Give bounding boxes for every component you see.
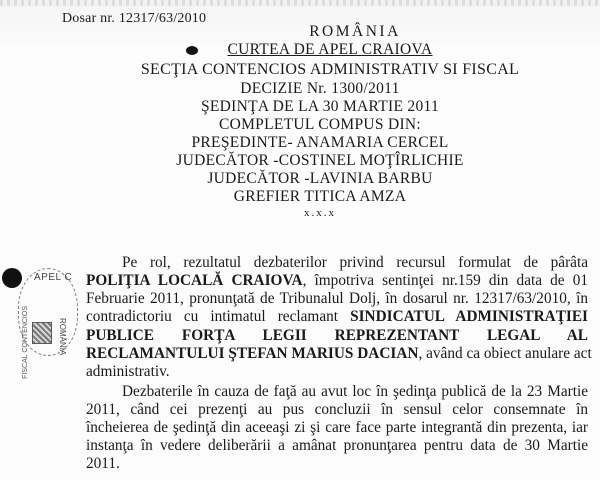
president-line: PREŞEDINTE- ANAMARIA CERCEL [191,134,449,151]
paragraph-1-line-2: POLIŢIA LOCALĂ CRAIOVA, împotriva sentinţei nr.159 din data de 01 [86,272,589,289]
stamp-text-side: FISCAL CONTENCIOS [22,306,29,379]
panel-heading: COMPLETUL COMPUS DIN: [218,116,422,133]
paragraph-2-line-4: instanţa în vedere deliberării a amânat pronunţarea pentru data de 30 Martie [86,437,588,454]
respondent-name: POLIŢIA LOCALĂ CRAIOVA [86,272,303,289]
paragraph-1-line-4: contradictoriu cu intimatul reclamant SINDICATUL ADMINISTRAŢIEI [86,308,589,325]
paragraph-1-line-1: Pe rol, rezultatul dezbaterilor privind recursul formulat de pârâta [122,254,588,271]
paragraph-2-line-2: 2011, când cei prezenţi au pus concluzii în sensul celor consemnate în [86,401,588,418]
session-date: ŞEDINŢA DE LA 30 MARTIE 2011 [200,98,440,115]
clerk-line: GREFIER TITICA AMZA [233,188,407,205]
paragraph-1-line-5: PUBLICE FORŢA LEGII REPREZENTANT LEGAL AL [86,327,588,344]
decision-number: DECIZIE Nr. 1300/2011 [240,80,400,97]
paragraph-2-line-3: încheierea de şedinţă din aceeaşi zi şi care face parte integrantă din prezenta, iar [86,419,588,436]
paragraph-1-line-3: Februarie 2011, pronunţată de Tribunalul Dolj, în dosarul nr. 12317/63/2010, în [86,290,588,307]
court-heading: CURTEA DE APEL CRAIOVA [227,41,433,58]
punch-hole-mark [2,268,22,288]
stamp-text-top: APEL C [34,272,73,283]
claimant-name-2: RECLAMANTULUI ŞTEFAN MARIUS DACIAN [86,345,419,362]
paragraph-1-line-6: RECLAMANTULUI ŞTEFAN MARIUS DACIAN, având ca obiect anulare act [86,345,592,362]
coat-of-arms-icon [32,322,52,344]
section-heading: SECŢIA CONTENCIOS ADMINISTRATIV SI FISCAL [140,61,520,78]
paragraph-1-line-7: administrativ. [86,363,170,380]
scan-edge-artifact [0,0,600,6]
stamp-text-country: ROMÂNIA [58,318,67,356]
judge-line-2: JUDECĂTOR -LAVINIA BARBU [207,170,433,187]
paragraph-2-line-1: Dezbaterile în cauza de faţă au avut loc în şedinţa publică de la 23 Martie [122,383,588,400]
country-heading: ROMÂNIA [309,23,401,40]
separator-mark: x.x.x [304,207,336,219]
file-number: Dosar nr. 12317/63/2010 [62,11,207,26]
paragraph-2-line-5: 2011. [86,455,120,472]
judge-line-1: JUDECĂTOR -COSTINEL MOŢÎRLICHIE [176,152,464,169]
punch-hole-mark [186,46,198,55]
claimant-name-1: SINDICATUL ADMINISTRAŢIEI [350,308,589,325]
